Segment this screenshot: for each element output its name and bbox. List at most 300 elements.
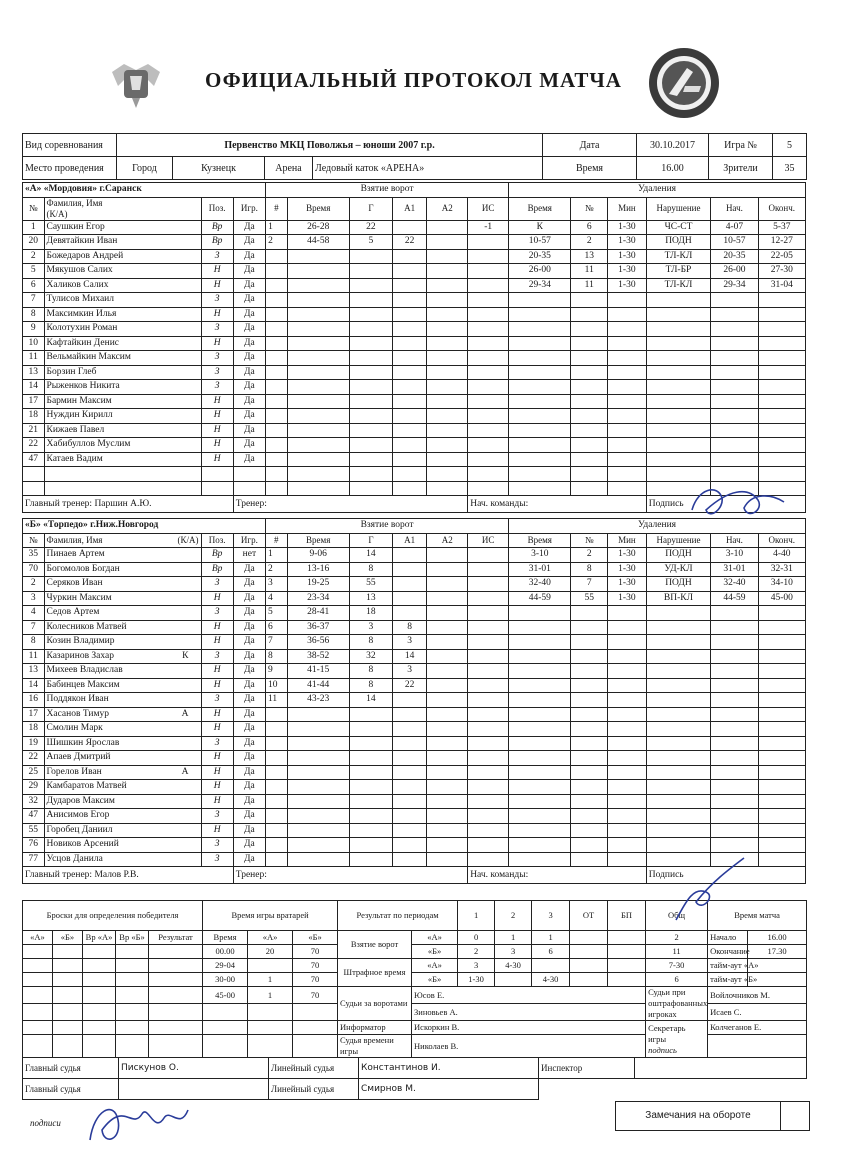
- team-a-col-hash: #: [266, 197, 288, 220]
- penalty-time: [509, 751, 571, 766]
- player-position: Н: [201, 591, 233, 606]
- player-name: Поддякон Иван: [46, 694, 109, 705]
- timeout-b-label: тайм-аут «Б»: [708, 973, 748, 987]
- penalty-violation: [646, 307, 711, 322]
- linesman-2: Смирнов М.: [359, 1079, 539, 1100]
- player-played: Да: [233, 620, 265, 635]
- penalty-time: [509, 794, 571, 809]
- penalty-no: [571, 307, 608, 322]
- goal-is: [468, 452, 509, 467]
- player-number: 2: [23, 249, 45, 264]
- goal-g: 14: [349, 548, 392, 563]
- player-played: Да: [233, 635, 265, 650]
- goals-a-p1: 0: [458, 931, 495, 945]
- player-number: [23, 481, 45, 496]
- penalty-end: [758, 678, 805, 693]
- goal-a2: [427, 765, 468, 780]
- penalty-time: [509, 336, 571, 351]
- penalty-time: [509, 693, 571, 708]
- team-b-player-row: [23, 577, 806, 592]
- date-label: Дата: [543, 134, 637, 157]
- goal-g: [349, 707, 392, 722]
- goal-time: [287, 351, 349, 366]
- penalty-min: [608, 838, 647, 853]
- goal-a2: [427, 693, 468, 708]
- player-played: Да: [233, 278, 265, 293]
- penalty-no: [571, 481, 608, 496]
- penalty-violation: [646, 678, 711, 693]
- player-name-cell: [44, 852, 201, 867]
- goal-n: [266, 467, 288, 482]
- player-name-cell: [44, 606, 201, 621]
- goal-is: [468, 322, 509, 337]
- penalty-end: [758, 606, 805, 621]
- penalty-start: 31-01: [711, 562, 758, 577]
- goal-a2: [427, 322, 468, 337]
- penalty-end: [758, 307, 805, 322]
- penalty-start: [711, 620, 758, 635]
- penalty-no: [571, 838, 608, 853]
- penalty-violation: [646, 794, 711, 809]
- goal-a1: [392, 751, 426, 766]
- goal-g: [349, 336, 392, 351]
- player-name-cell: [44, 467, 201, 482]
- penalty-no: [571, 293, 608, 308]
- goal-a2: [427, 220, 468, 235]
- penalty-violation: [646, 380, 711, 395]
- player-name: Горобец Даниил: [46, 824, 113, 835]
- goalie-row-4-time: 45-00: [203, 987, 248, 1004]
- player-position: [201, 467, 233, 482]
- goal-g: 3: [349, 620, 392, 635]
- team-b-col-pno: №: [571, 533, 608, 548]
- team-b-player-row: [23, 562, 806, 577]
- penalty-no: [571, 635, 608, 650]
- player-name: Пинаев Артем: [46, 549, 105, 560]
- player-position: З: [201, 809, 233, 824]
- linesman-label-2: Линейный судья: [269, 1079, 359, 1100]
- penalty-start: [711, 423, 758, 438]
- team-a-player-row: [23, 249, 806, 264]
- pim-b-p1: 1-30: [458, 973, 495, 987]
- arena-value: Ледовый каток «АРЕНА»: [313, 157, 543, 180]
- team-a-col-name_a: [44, 197, 201, 220]
- player-name-cell: [44, 409, 201, 424]
- penalty-time: [509, 307, 571, 322]
- penalty-start: 26-00: [711, 264, 758, 279]
- goal-g: [349, 751, 392, 766]
- goal-time: [287, 481, 349, 496]
- goal-n: [266, 365, 288, 380]
- team-b-col-gtime: Время: [287, 533, 349, 548]
- goal-time: 41-44: [287, 678, 349, 693]
- team-a-col-is: ИС: [468, 197, 509, 220]
- player-name-cell: [44, 351, 201, 366]
- venue-label: Место проведения: [23, 157, 117, 180]
- penalty-start: 4-07: [711, 220, 758, 235]
- player-position: З: [201, 293, 233, 308]
- goal-g: 55: [349, 577, 392, 592]
- penalty-min: 1-30: [608, 264, 647, 279]
- team-a-col-min: Мин: [608, 197, 647, 220]
- secretary-label-cell: [646, 1021, 708, 1058]
- penalty-start: 10-57: [711, 235, 758, 250]
- goal-a1: [392, 852, 426, 867]
- penalty-min: 1-30: [608, 220, 647, 235]
- goal-a1: [392, 794, 426, 809]
- shootout-gk-b: Вр «Б»: [116, 931, 149, 945]
- goal-a1: 22: [392, 235, 426, 250]
- player-name: Дударов Максим: [46, 795, 115, 806]
- goal-time: 41-15: [287, 664, 349, 679]
- penalty-no: [571, 467, 608, 482]
- player-position: Н: [201, 452, 233, 467]
- player-name: Серяков Иван: [46, 578, 103, 589]
- penalty-start: 44-59: [711, 591, 758, 606]
- penalty-time: [509, 765, 571, 780]
- player-number: 2: [23, 577, 45, 592]
- goal-g: [349, 765, 392, 780]
- player-name-cell: [44, 380, 201, 395]
- team-b-col-a1: А1: [392, 533, 426, 548]
- goal-n: [266, 293, 288, 308]
- penalty-start: [711, 635, 758, 650]
- main-referee-1: Пискунов О.: [119, 1058, 269, 1079]
- goalie-row-2-time: 29-04: [203, 959, 248, 973]
- penalty-violation: [646, 736, 711, 751]
- player-position: Н: [201, 664, 233, 679]
- team-b-player-row: [23, 823, 806, 838]
- team-a-player-row: [23, 409, 806, 424]
- penalty-end: [758, 780, 805, 795]
- goal-is: [468, 278, 509, 293]
- goal-a1: [392, 423, 426, 438]
- informer-label: Информатор: [338, 1021, 412, 1035]
- team-b-signature: Подпись: [646, 867, 805, 884]
- goal-time: 28-41: [287, 606, 349, 621]
- player-name-cell: [44, 293, 201, 308]
- goal-a2: [427, 809, 468, 824]
- player-number: 70: [23, 562, 45, 577]
- player-name-cell: [44, 765, 201, 780]
- penalty-violation: [646, 409, 711, 424]
- goalie-row-4-b: 70: [293, 987, 338, 1004]
- penalty-time: [509, 649, 571, 664]
- penalty-min: 1-30: [608, 577, 647, 592]
- penalty-no: [571, 365, 608, 380]
- goalie-time-col: Время: [203, 931, 248, 945]
- penalty-end: 31-04: [758, 278, 805, 293]
- player-position: Н: [201, 794, 233, 809]
- shootout-col-a: «А»: [23, 931, 53, 945]
- player-number: 14: [23, 678, 45, 693]
- penalty-start: [711, 336, 758, 351]
- arena-label: Арена: [265, 157, 313, 180]
- player-name-cell: [44, 591, 201, 606]
- player-name-cell: [44, 751, 201, 766]
- goal-a1: [392, 467, 426, 482]
- penalty-violation: [646, 664, 711, 679]
- player-position: Н: [201, 678, 233, 693]
- penalty-min: [608, 423, 647, 438]
- player-name-cell: [44, 438, 201, 453]
- goal-g: 22: [349, 220, 392, 235]
- team-a-coach: Тренер:: [233, 496, 467, 513]
- goal-is: [468, 678, 509, 693]
- goal-g: [349, 838, 392, 853]
- penalty-end: 34-10: [758, 577, 805, 592]
- penalty-min: 1-30: [608, 249, 647, 264]
- player-number: 76: [23, 838, 45, 853]
- penalty-no: 2: [571, 235, 608, 250]
- goals-b-p2: 3: [495, 945, 532, 959]
- player-played: Да: [233, 678, 265, 693]
- goals-b-label: «Б»: [412, 945, 458, 959]
- penalty-no: [571, 452, 608, 467]
- player-name: Борзин Глеб: [46, 366, 97, 377]
- goal-time: [287, 751, 349, 766]
- penalty-violation: [646, 606, 711, 621]
- player-played: Да: [233, 423, 265, 438]
- goal-a1: [392, 693, 426, 708]
- player-name-cell: [44, 635, 201, 650]
- team-b-col-is: ИС: [468, 533, 509, 548]
- penalty-no: 11: [571, 264, 608, 279]
- goal-a2: [427, 264, 468, 279]
- penalty-violation: [646, 809, 711, 824]
- penalty-violation: [646, 336, 711, 351]
- goalie-row-1-a: 20: [248, 945, 293, 959]
- goal-a2: [427, 794, 468, 809]
- goal-a2: [427, 438, 468, 453]
- penalty-end: [758, 322, 805, 337]
- goal-g: [349, 293, 392, 308]
- penalty-start: [711, 365, 758, 380]
- goal-is: [468, 548, 509, 563]
- goal-is: [468, 780, 509, 795]
- penalty-time: [509, 620, 571, 635]
- team-a-player-row: [23, 452, 806, 467]
- team-a-player-row: [23, 293, 806, 308]
- penalty-time: [509, 823, 571, 838]
- goal-g: [349, 322, 392, 337]
- goal-a2: [427, 481, 468, 496]
- penalty-time: [509, 780, 571, 795]
- goalie-row-3-time: 30-00: [203, 973, 248, 987]
- goal-g: [349, 409, 392, 424]
- penalty-no: 2: [571, 548, 608, 563]
- penalty-violation: [646, 452, 711, 467]
- remarks-box: Замечания на обороте: [615, 1101, 781, 1131]
- pim-b-p3: 4-30: [532, 973, 570, 987]
- pim-row-label: Штрафное время: [338, 959, 412, 987]
- team-b-player-row: [23, 838, 806, 853]
- penalty-time: [509, 452, 571, 467]
- penalty-start: [711, 649, 758, 664]
- player-name-cell: [44, 577, 201, 592]
- player-name-cell: [44, 809, 201, 824]
- goal-g: [349, 365, 392, 380]
- goal-time: [287, 809, 349, 824]
- goal-time: [287, 794, 349, 809]
- player-position: Н: [201, 264, 233, 279]
- penalty-violation: [646, 351, 711, 366]
- penalty-min: [608, 707, 647, 722]
- penalty-time: 29-34: [509, 278, 571, 293]
- team-a-player-row: [23, 220, 806, 235]
- timeout-a-label: тайм-аут «А»: [708, 959, 748, 973]
- penalty-min: 1-30: [608, 591, 647, 606]
- player-number: 10: [23, 336, 45, 351]
- team-a-col-a2: А2: [427, 197, 468, 220]
- penalty-time: 32-40: [509, 577, 571, 592]
- goal-a2: [427, 664, 468, 679]
- team-a-player-row: [23, 307, 806, 322]
- goal-n: [266, 423, 288, 438]
- player-number: 16: [23, 693, 45, 708]
- goal-is: [468, 438, 509, 453]
- penalty-min: [608, 678, 647, 693]
- goalie-row-4-a: 1: [248, 987, 293, 1004]
- penalty-violation: ТЛ-БР: [646, 264, 711, 279]
- penalty-no: [571, 823, 608, 838]
- penalty-violation: [646, 751, 711, 766]
- player-name: Девятайкин Иван: [46, 236, 118, 247]
- penalty-time: [509, 293, 571, 308]
- player-name: Горелов Иван: [46, 766, 102, 777]
- player-position: Н: [201, 336, 233, 351]
- goal-n: [266, 481, 288, 496]
- player-name: Усцов Данила: [46, 853, 103, 864]
- player-played: Да: [233, 823, 265, 838]
- player-position: Н: [201, 751, 233, 766]
- team-b-goals-label: Взятие ворот: [266, 519, 509, 534]
- penalty-start: 20-35: [711, 249, 758, 264]
- player-name: Казаринов Захар: [46, 650, 114, 661]
- goal-g: [349, 736, 392, 751]
- penalty-time: [509, 736, 571, 751]
- goal-a2: [427, 838, 468, 853]
- time-label: Время: [543, 157, 637, 180]
- player-name-cell: [44, 423, 201, 438]
- goal-a2: [427, 751, 468, 766]
- player-name-cell: [44, 264, 201, 279]
- team-a-col-name-text: Фамилия, Имя: [46, 197, 103, 208]
- document-title: ОФИЦИАЛЬНЫЙ ПРОТОКОЛ МАТЧА: [205, 68, 622, 92]
- penalty-end: 45-00: [758, 591, 805, 606]
- team-b-player-row: [23, 780, 806, 795]
- goal-g: 8: [349, 664, 392, 679]
- goal-a2: [427, 467, 468, 482]
- player-number: 7: [23, 620, 45, 635]
- penalty-violation: [646, 693, 711, 708]
- player-name-cell: [44, 220, 201, 235]
- goals-a-p2: 1: [495, 931, 532, 945]
- time-value: 16.00: [637, 157, 709, 180]
- penalty-end: 32-31: [758, 562, 805, 577]
- player-position: Н: [201, 765, 233, 780]
- penalty-violation: ВП-КЛ: [646, 591, 711, 606]
- player-name: Колесников Матвей: [46, 621, 127, 632]
- penalty-no: [571, 765, 608, 780]
- goal-n: [266, 307, 288, 322]
- player-position: Н: [201, 620, 233, 635]
- team-a-player-row: [23, 380, 806, 395]
- team-b-col-violation: Нарушение: [646, 533, 711, 548]
- player-name: Саушкин Егор: [46, 221, 105, 232]
- penalty-min: [608, 409, 647, 424]
- team-a-goals-label: Взятие ворот: [266, 183, 509, 198]
- player-played: Да: [233, 577, 265, 592]
- goal-g: [349, 394, 392, 409]
- player-position: З: [201, 838, 233, 853]
- goalie-col-a: «А»: [248, 931, 293, 945]
- penalty-no: [571, 649, 608, 664]
- player-name-cell: [44, 823, 201, 838]
- player-position: З: [201, 852, 233, 867]
- goal-n: [266, 722, 288, 737]
- player-number: 35: [23, 548, 45, 563]
- team-b-col-played: Игр.: [233, 533, 265, 548]
- goal-a2: [427, 394, 468, 409]
- goal-n: 4: [266, 591, 288, 606]
- player-name-cell: [44, 794, 201, 809]
- goal-time: 23-34: [287, 591, 349, 606]
- goal-a2: [427, 409, 468, 424]
- goalie-row-3-b: 70: [293, 973, 338, 987]
- goalie-col-b: «Б»: [293, 931, 338, 945]
- goal-is: [468, 467, 509, 482]
- goalie-time-label: Время игры вратарей: [203, 901, 338, 931]
- goal-a1: [392, 722, 426, 737]
- penalty-violation: [646, 649, 711, 664]
- inspector-label: Инспектор: [539, 1058, 635, 1079]
- penalty-no: [571, 423, 608, 438]
- goal-a1: [392, 809, 426, 824]
- player-name: Божедаров Андрей: [46, 250, 124, 261]
- protocol-header: [0, 38, 850, 128]
- penalty-time: 3-10: [509, 548, 571, 563]
- penalty-end: 22-05: [758, 249, 805, 264]
- penalty-no: [571, 322, 608, 337]
- penalty-min: 1-30: [608, 548, 647, 563]
- goal-time: [287, 467, 349, 482]
- penalty-start: 29-34: [711, 278, 758, 293]
- team-a-col-pos: Поз.: [201, 197, 233, 220]
- team-b-player-row: [23, 678, 806, 693]
- team-b-col-g: Г: [349, 533, 392, 548]
- goal-time: [287, 765, 349, 780]
- team-a-col-end: Оконч.: [758, 197, 805, 220]
- goal-a2: [427, 278, 468, 293]
- penalty-min: 1-30: [608, 235, 647, 250]
- goal-n: [266, 336, 288, 351]
- competition-label: Вид соревнования: [23, 134, 117, 157]
- player-played: Да: [233, 664, 265, 679]
- goal-time: [287, 722, 349, 737]
- date-value: 30.10.2017: [637, 134, 709, 157]
- player-name-cell: [44, 336, 201, 351]
- penalty-no: [571, 409, 608, 424]
- player-played: Да: [233, 780, 265, 795]
- team-a-col-g: Г: [349, 197, 392, 220]
- penalty-violation: УД-КЛ: [646, 562, 711, 577]
- team-a-team-chief: Нач. команды:: [468, 496, 647, 513]
- goal-n: 1: [266, 220, 288, 235]
- penalty-start: [711, 438, 758, 453]
- goal-a2: [427, 548, 468, 563]
- goal-is: [468, 336, 509, 351]
